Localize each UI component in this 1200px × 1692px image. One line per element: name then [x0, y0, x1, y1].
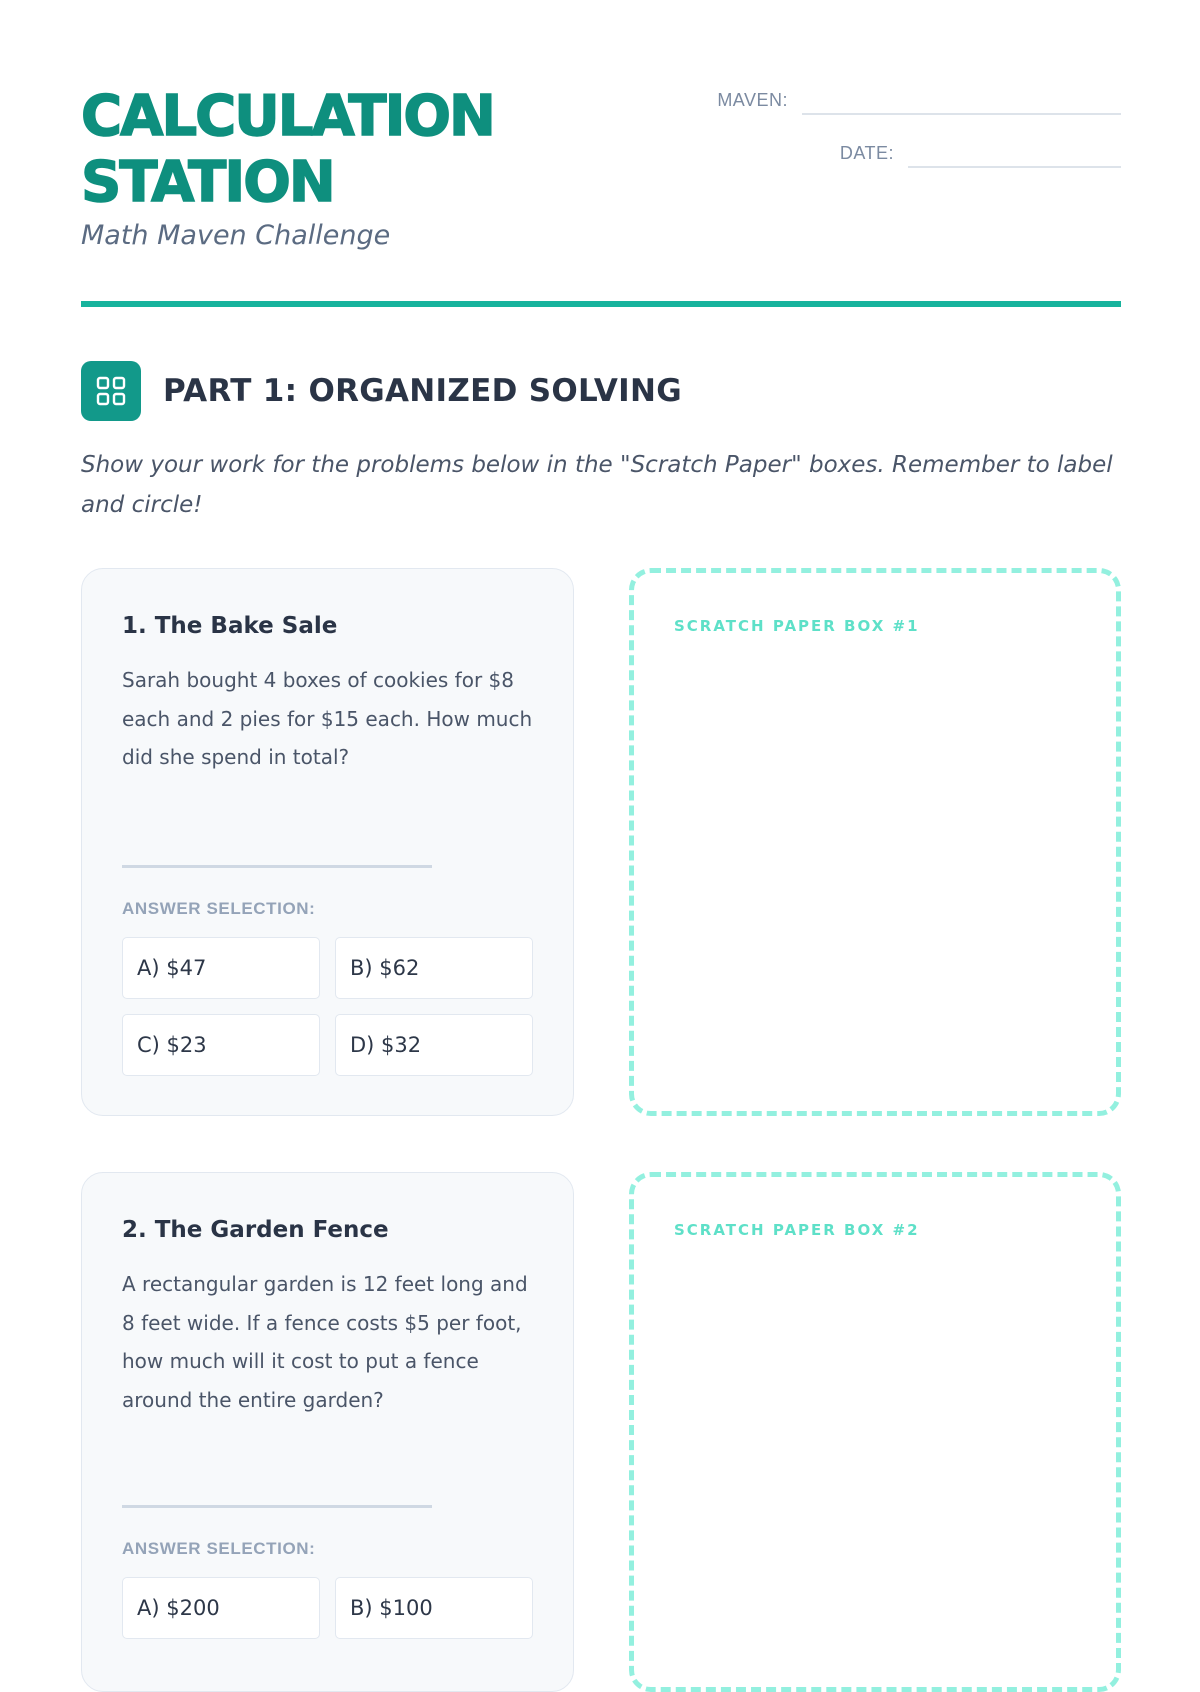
- problem-text: Sarah bought 4 boxes of cookies for $8 each and 2 pies for $15 each. How much did she spend in total?: [122, 668, 533, 769]
- problem-title: 2. The Garden Fence: [122, 1217, 389, 1243]
- problem-card-2: [81, 1172, 574, 1692]
- scratch-label: SCRATCH PAPER BOX #1: [674, 617, 920, 635]
- date-label: DATE:: [839, 143, 894, 163]
- answer-selection-label: ANSWER SELECTION:: [122, 1539, 316, 1558]
- choice-a[interactable]: A) $200: [122, 1577, 320, 1639]
- problem-card-1: [81, 568, 574, 1116]
- date-field[interactable]: [840, 143, 1121, 168]
- header-divider: [81, 301, 1121, 307]
- worksheet-subtitle: Math Maven Challenge: [81, 220, 391, 251]
- answer-choices: [122, 1577, 534, 1639]
- choice-a[interactable]: A) $47: [122, 937, 320, 999]
- answer-selection-label: ANSWER SELECTION:: [122, 899, 316, 918]
- maven-label: MAVEN:: [717, 90, 788, 110]
- choice-b[interactable]: B) $100: [335, 1577, 533, 1639]
- choice-b[interactable]: B) $62: [335, 937, 533, 999]
- section-header: [81, 361, 682, 421]
- problem-text: A rectangular garden is 12 feet long and 8 feet wide. If a fence costs $5 per foot, how much will it cost to put a fence around the entire garden?: [122, 1272, 528, 1412]
- scratch-label: SCRATCH PAPER BOX #2: [674, 1221, 920, 1239]
- instructions-text: Show your work for the problems below in the "Scratch Paper" boxes. Remember to label and circle!: [81, 452, 1113, 518]
- problem-title: 1. The Bake Sale: [122, 613, 338, 639]
- maven-input-line[interactable]: [802, 113, 1121, 115]
- answer-write-line[interactable]: [122, 1505, 432, 1508]
- choice-d[interactable]: D) $32: [335, 1014, 533, 1076]
- grid-icon: [81, 361, 141, 421]
- worksheet-title: CALCULATION STATION: [81, 84, 494, 215]
- scratch-box-1[interactable]: [629, 568, 1121, 1116]
- maven-field[interactable]: [717, 90, 1121, 115]
- section-title: PART 1: ORGANIZED SOLVING: [163, 373, 682, 409]
- date-input-line[interactable]: [908, 166, 1121, 168]
- answer-choices: [122, 937, 534, 1076]
- answer-write-line[interactable]: [122, 865, 432, 868]
- worksheet-header: [81, 84, 1121, 264]
- choice-c[interactable]: C) $23: [122, 1014, 320, 1076]
- scratch-box-2[interactable]: [629, 1172, 1121, 1692]
